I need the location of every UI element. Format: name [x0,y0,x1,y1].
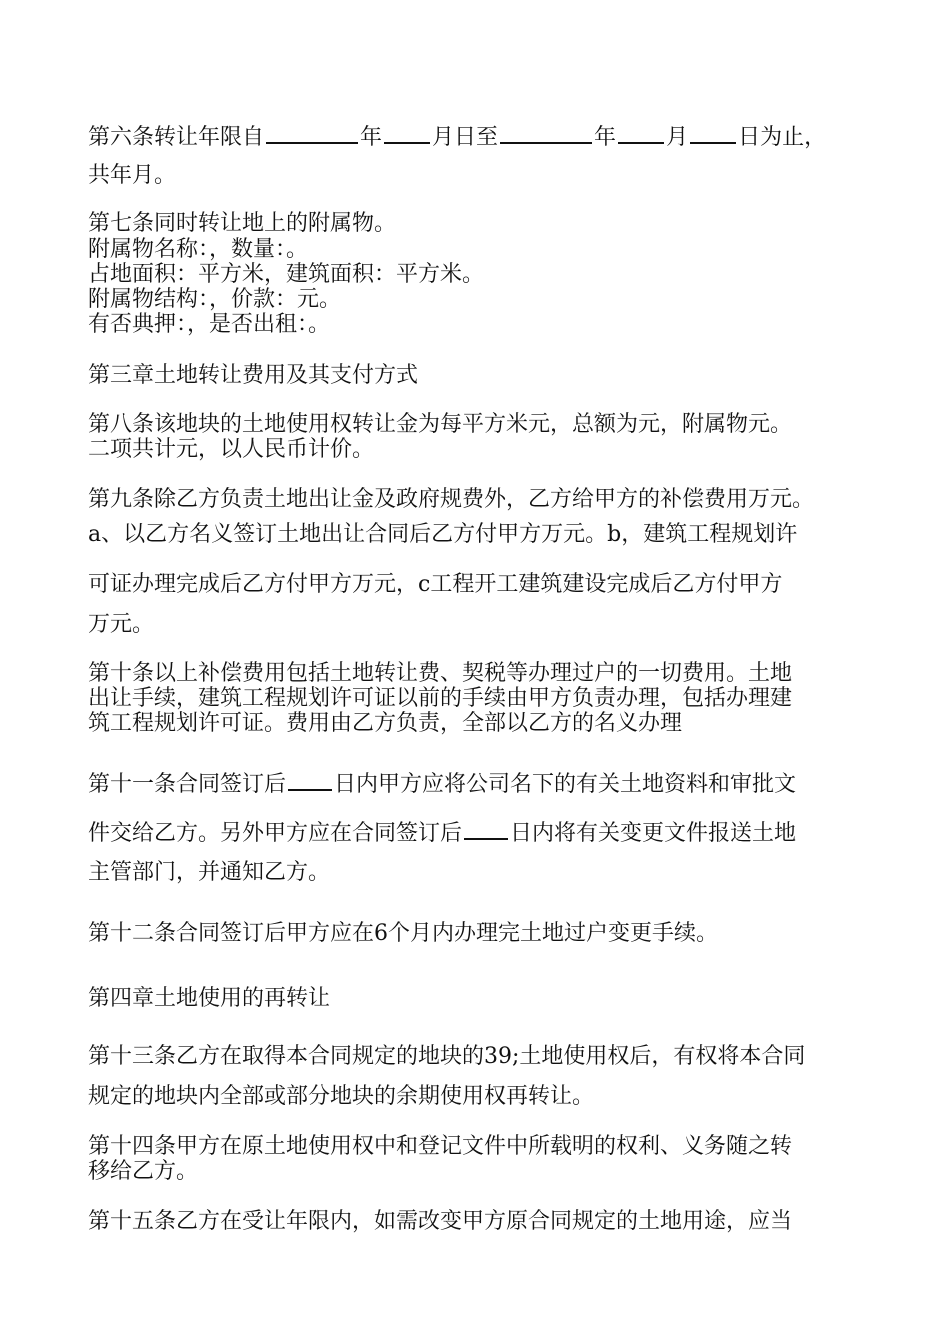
text: 年 [594,125,617,150]
article-9-line-1: 第九条除乙方负责土地出让金及政府规费外，乙方给甲方的补偿费用万元。 [88,487,815,512]
text: 件交给乙方。另外甲方应在合同签订后 [88,821,463,846]
article-15-line-1: 第十五条乙方在受让年限内，如需改变甲方原合同规定的土地用途，应当 [88,1209,793,1234]
text: 年 [360,125,383,150]
chapter-4-heading: 第四章土地使用的再转让 [88,986,331,1011]
article-13-line-1: 第十三条乙方在取得本合同规定的地块的39;土地使用权后，有权将本合同 [88,1044,806,1069]
article-8-line-2: 二项共计元，以人民币计价。 [88,437,375,462]
article-10-line-2: 出让手续，建筑工程规划许可证以前的手续由甲方负责办理，包括办理建 [88,686,793,711]
article-14-line-1: 第十四条甲方在原土地使用权中和登记文件中所载明的权利、义务随之转 [88,1134,793,1159]
text: 日内甲方应将公司名下的有关土地资料和审批文 [334,772,797,797]
blank-days-1 [288,771,332,791]
text: 日为止， [738,125,827,150]
article-11-line-3: 主管部门，并通知乙方。 [88,860,331,885]
article-10-line-1: 第十条以上补偿费用包括土地转让费、契税等办理过户的一切费用。土地 [88,661,793,686]
article-7-line-3: 占地面积：平方米，建筑面积：平方米。 [88,262,485,287]
blank-day-end [690,124,736,144]
chapter-3-heading: 第三章土地转让费用及其支付方式 [88,363,419,388]
article-7-line-5: 有否典押：，是否出租：。 [88,312,331,337]
article-12: 第十二条合同签订后甲方应在6个月内办理完土地过户变更手续。 [88,921,718,946]
blank-days-2 [464,820,508,840]
article-11-line-2 [88,820,796,847]
article-10-line-3: 筑工程规划许可证。费用由乙方负责，全部以乙方的名义办理 [88,711,683,736]
blank-month-start [384,124,430,144]
text: 日内将有关变更文件报送土地 [510,821,797,846]
article-7-line-2: 附属物名称：，数量：。 [88,237,309,262]
article-7-line-1: 第七条同时转让地上的附属物。 [88,211,397,236]
blank-year-start [266,124,358,144]
article-11-line-1 [88,771,796,798]
article-7-line-4: 附属物结构：，价款：元。 [88,287,342,312]
article-14-line-2: 移给乙方。 [88,1159,199,1184]
article-8-line-1: 第八条该地块的土地使用权转让金为每平方米元，总额为元，附属物元。 [88,412,793,437]
text: 月 [666,125,689,150]
article-9-line-2: a、以乙方名义签订土地出让合同后乙方付甲方万元。b，建筑工程规划许 [88,522,798,547]
article-6-line-1 [88,124,826,151]
blank-year-end [500,124,592,144]
article-13-line-2: 规定的地块内全部或部分地块的余期使用权再转让。 [88,1084,595,1109]
text: 第六条转让年限自 [88,125,265,150]
text: 第十一条合同签订后 [88,772,287,797]
article-6-line-2: 共年月。 [88,163,177,188]
article-9-line-4: 万元。 [88,612,155,637]
article-9-line-3: 可证办理完成后乙方付甲方万元，c工程开工建筑建设完成后乙方付甲方 [88,572,783,597]
blank-month-end [618,124,664,144]
text: 月日至 [432,125,499,150]
